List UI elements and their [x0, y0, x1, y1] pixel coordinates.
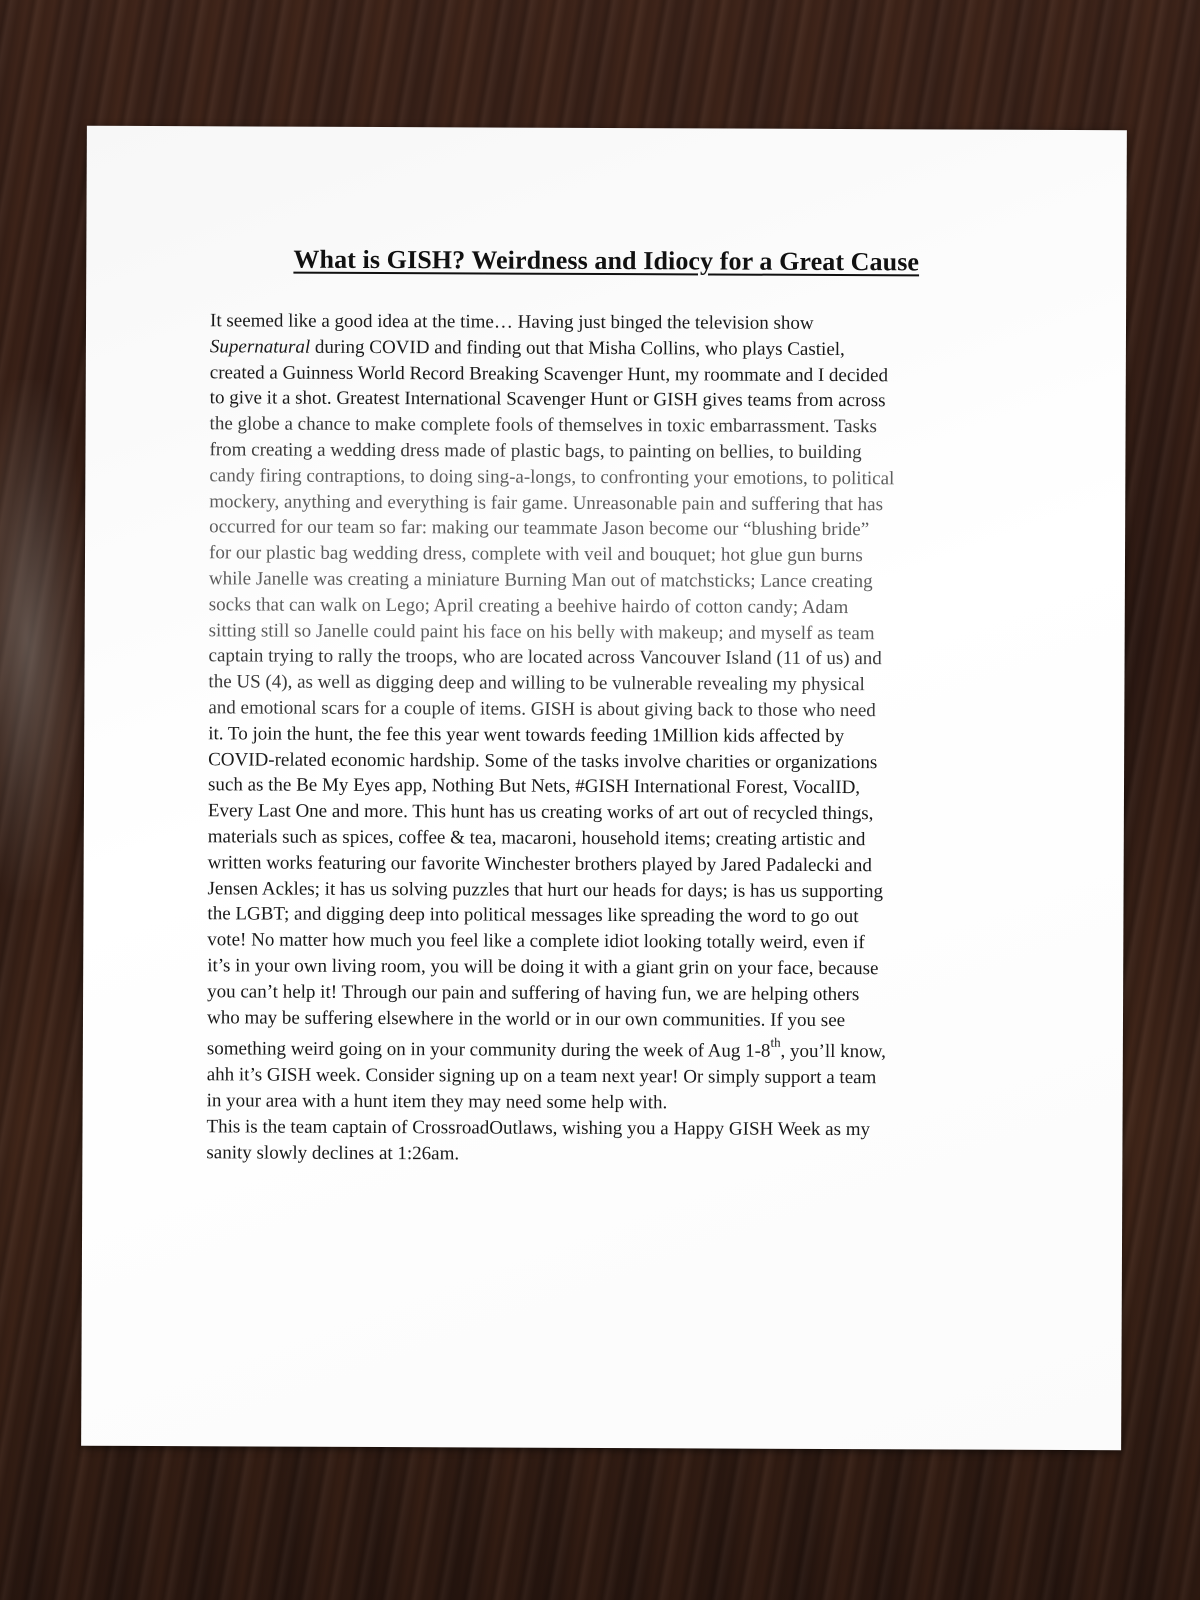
- printed-page: [81, 126, 1127, 1451]
- show-title: Supernatural: [209, 336, 311, 358]
- body-line: sitting still so Janelle could paint his face on his belly with makeup; and myself as team: [208, 619, 875, 644]
- body-line: It seemed like a good idea at the time… Having just binged the television show: [209, 310, 814, 334]
- body-line: it. To join the hunt, the fee this year went towards feeding 1Million kids affected by: [208, 723, 845, 747]
- body-line-date: something weird going on in your community during the week of Aug 1-8th, you’ll know,: [206, 1034, 886, 1063]
- closing-line: This is the team captain of CrossroadOutlaws, wishing you a Happy GISH Week as my: [206, 1115, 871, 1140]
- body-line: captain trying to rally the troops, who are located across Vancouver Island (11 of us) and: [208, 645, 882, 670]
- body-line: from creating a wedding dress made of plastic bags, to painting on bellies, to building: [209, 439, 862, 464]
- body-line: while Janelle was creating a miniature Burning Man out of matchsticks; Lance creating: [208, 568, 873, 593]
- body-line: Supernatural during COVID and finding out that Misha Collins, who plays Castiel,: [209, 336, 845, 360]
- closing-line: sanity slowly declines at 1:26am.: [206, 1141, 460, 1164]
- body-line: the US (4), as well as digging deep and willing to be vulnerable revealing my physical: [208, 671, 865, 696]
- body-line: Every Last One and more. This hunt has us creating works of art out of recycled things,: [207, 800, 874, 825]
- body-line: the LGBT; and digging deep into political messages like spreading the word to go out: [207, 903, 859, 928]
- page-title: What is GISH? Weirdness and Idiocy for a Great Cause: [293, 244, 920, 277]
- body-line: for our plastic bag wedding dress, complete with veil and bouquet; hot glue gun burns: [208, 542, 863, 567]
- body-line: you can’t help it! Through our pain and suffering of having fun, we are helping others: [207, 980, 860, 1005]
- body-line: it’s in your own living room, you will be doing it with a giant grin on your face, because: [207, 955, 879, 980]
- closing-line: in your area with a hunt item they may need some help with.: [206, 1090, 668, 1114]
- body-line: the globe a chance to make complete fools of themselves in toxic embarrassment. Tasks: [209, 413, 877, 438]
- ordinal-suffix: th: [770, 1034, 781, 1050]
- body-line: Jensen Ackles; it has us solving puzzles that hurt our heads for days; is has us supporting: [207, 877, 884, 902]
- body-line: vote! No matter how much you feel like a complete idiot looking totally weird, even if: [207, 929, 865, 954]
- body-line: COVID-related economic hardship. Some of the tasks involve charities or organizations: [208, 748, 878, 773]
- closing-line: ahh it’s GISH week. Consider signing up on a team next year! Or simply support a team: [206, 1064, 877, 1089]
- body-line: to give it a shot. Greatest International Scavenger Hunt or GISH gives teams from across: [209, 387, 886, 412]
- body-line: candy firing contraptions, to doing sing-a-longs, to confronting your emotions, to political: [209, 465, 895, 490]
- body-line: socks that can walk on Lego; April creating a beehive hairdo of cotton candy; Adam: [208, 594, 849, 618]
- article-body: [206, 308, 974, 1169]
- body-line: mockery, anything and everything is fair game. Unreasonable pain and suffering that has: [209, 490, 884, 515]
- body-line: materials such as spices, coffee & tea, macaroni, household items; creating artistic and: [207, 826, 866, 851]
- body-line: occurred for our team so far: making our teammate Jason become our “blushing bride”: [209, 516, 870, 541]
- body-line: written works featuring our favorite Winchester brothers played by Jared Padalecki and: [207, 852, 872, 876]
- body-line: created a Guinness World Record Breaking Scavenger Hunt, my roommate and I decided: [209, 361, 889, 386]
- body-line: such as the Be My Eyes app, Nothing But Nets, #GISH International Forest, VocalID,: [207, 774, 861, 799]
- body-line: and emotional scars for a couple of items. GISH is about giving back to those who need: [208, 697, 876, 722]
- table-glare: [0, 380, 90, 900]
- body-line: who may be suffering elsewhere in the world or in our own communities. If you see: [206, 1006, 846, 1031]
